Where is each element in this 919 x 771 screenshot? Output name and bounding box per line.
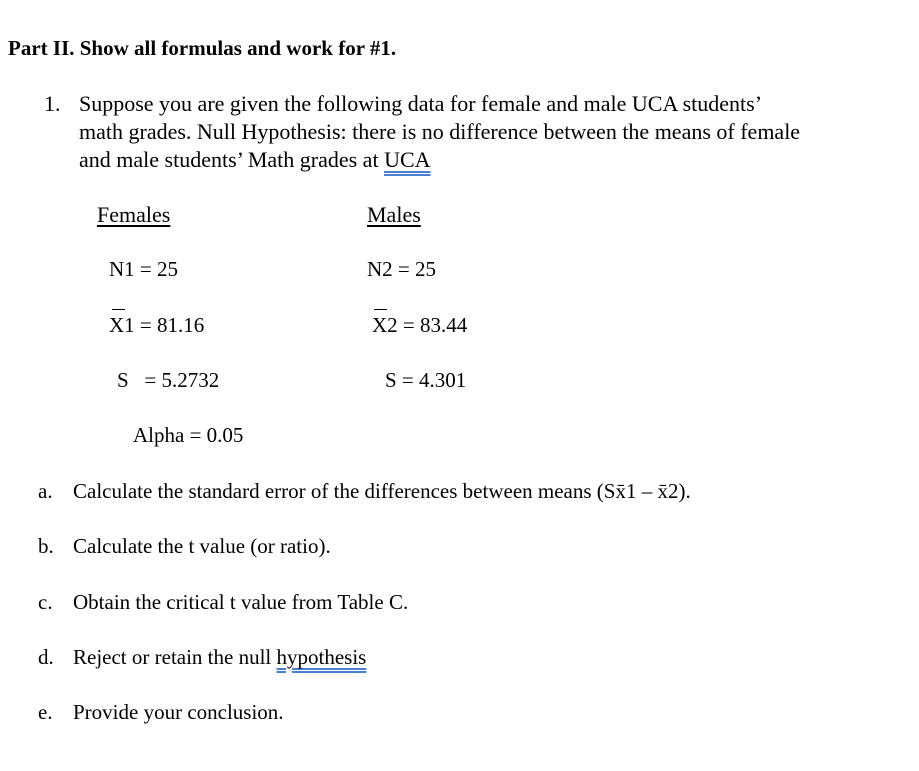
item-e-text: Provide your conclusion. — [73, 700, 284, 724]
item-d-text — [73, 645, 366, 670]
males-mean: X2 = 83.44 — [372, 313, 468, 337]
females-mean-bar — [112, 309, 125, 310]
question-number: 1. — [44, 91, 61, 116]
flagged-term-uca: UCA — [384, 147, 431, 172]
item-b-letter: b. — [38, 534, 54, 558]
item-d-text-prefix: Reject or retain the null — [73, 645, 277, 669]
females-heading: Females — [97, 202, 171, 227]
males-n: N2 = 25 — [367, 257, 437, 281]
item-b-text: Calculate the t value (or ratio). — [73, 534, 331, 558]
alpha-value: Alpha = 0.05 — [133, 423, 244, 447]
males-heading: Males — [367, 202, 421, 227]
question-text-line-3 — [79, 147, 431, 173]
item-c-text: Obtain the critical t value from Table C. — [73, 590, 409, 614]
males-sd: S = 4.301 — [385, 368, 467, 392]
question-text-line-1: Suppose you are given the following data for female and male UCA students’ — [79, 91, 763, 116]
item-e-letter: e. — [38, 700, 53, 724]
males-mean-bar — [374, 309, 387, 310]
question-text-line-2: math grades. Null Hypothesis: there is no difference between the means of female — [79, 119, 801, 144]
item-c-letter: c. — [38, 590, 53, 614]
item-d-letter: d. — [38, 645, 54, 669]
females-mean: X1 = 81.16 — [109, 313, 205, 337]
section-title: Part II. Show all formulas and work for #1. — [8, 36, 397, 60]
females-sd: S = 5.2732 — [117, 368, 220, 392]
item-a-letter: a. — [38, 479, 53, 503]
question-text-line-3-prefix: and male students’ Math grades at — [79, 147, 385, 172]
females-n: N1 = 25 — [109, 257, 179, 281]
item-a-text: Calculate the standard error of the differences between means (Sx̄1 – x̄2). — [73, 479, 691, 503]
flagged-term-hypothesis: hypothesis — [276, 645, 367, 669]
